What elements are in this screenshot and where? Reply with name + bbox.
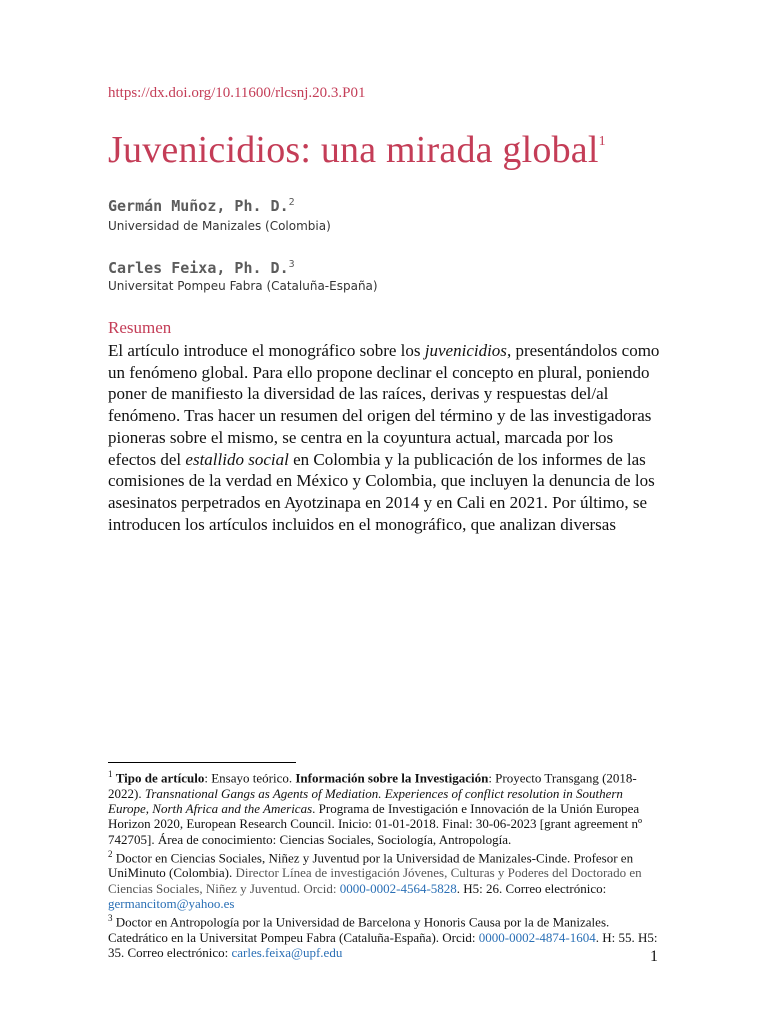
page-number: 1	[650, 948, 658, 965]
footnote-2-text-gray: Director Línea de investigación Jóvenes, Culturas y Poderes del Doctorado en Ciencias Sociales, Niñez y Juventud. Orcid:	[108, 865, 642, 896]
footnote-2-mark: 2	[108, 848, 113, 859]
abstract-paragraph	[108, 340, 664, 535]
abstract-text-2: , presentándolos como un fenómeno global. Para ello propone declinar el concepto en plural, poniendo poner de manifiesto la diversidad de las raíces, derivas y respuestas del/al fenómeno. Tras hacer un resumen del origen del término y de las investigadoras pioneras sobre el mismo, se centra en la coyuntura actual, marcada por los efectos del	[108, 341, 660, 469]
footnote-1-text-1: : Ensayo teórico.	[204, 770, 296, 786]
footnote-1-project-title: Transnational Gangs as Agents of Mediation. Experiences of conflict resolution in Southern Europe, North Africa and the Americas	[108, 785, 623, 816]
footnote-1-text-2: : Proyecto Transgang (2018-2022).	[108, 770, 637, 801]
abstract-text-3: en Colombia y la publicación de los informes de las comisiones de la verdad en México y Colombia, que incluyen la denuncia de los asesinatos perpetrados en Ayotzinapa en 2014 y en Cali en 2021. Por último, se introducen los artículos incluidos en el monográfico, que analizan diversas	[108, 449, 655, 534]
footnote-2-email-link[interactable]: germancitom@yahoo.es	[108, 896, 235, 912]
footnote-1-label-type: Tipo de artículo	[115, 770, 205, 786]
abstract-text-1: El artículo introduce el monográfico sobre los	[108, 341, 425, 360]
footnote-3-orcid-link[interactable]: 0000-0002-4874-1604	[478, 929, 596, 945]
doi-link[interactable]: https://dx.doi.org/10.11600/rlcsnj.20.3.P01	[108, 85, 366, 101]
author-name-1	[108, 197, 295, 215]
footnote-2-text-2: . H5: 26. Correo electrónico:	[456, 880, 607, 896]
footnote-1-label-research: Información sobre la Investigación	[295, 770, 489, 786]
author-2-name-text: Carles Feixa, Ph. D.	[108, 259, 289, 277]
footnote-separator	[108, 762, 296, 763]
author-1-name-text: Germán Muñoz, Ph. D.	[108, 197, 289, 215]
abstract-heading: Resumen	[108, 318, 172, 337]
author-name-2	[108, 259, 295, 277]
author-affiliation-2: Universitat Pompeu Fabra (Cataluña-España)	[108, 279, 378, 293]
author-1-footnote-mark[interactable]: 2	[288, 197, 295, 208]
footnote-3-mark: 3	[108, 913, 113, 924]
footnote-2-orcid-link[interactable]: 0000-0002-4564-5828	[339, 880, 457, 896]
title-text: Juvenicidios: una mirada global	[108, 129, 599, 171]
author-affiliation-1: Universidad de Manizales (Colombia)	[108, 219, 331, 233]
abstract-emphasis-1: juvenicidios	[424, 341, 507, 360]
article-title	[108, 128, 606, 172]
footnote-3-text-1: Doctor en Antropología por la Universidad de Barcelona y Honoris Causa por la de Manizales. Catedrático en la Universitat Pompeu Fabra (Cataluña-España). Orcid:	[108, 914, 610, 945]
title-footnote-mark[interactable]: 1	[598, 134, 606, 149]
footnote-1	[108, 767, 660, 847]
footnote-1-mark: 1	[108, 769, 113, 779]
abstract-emphasis-2: estallido social	[185, 449, 289, 469]
author-2-footnote-mark[interactable]: 3	[288, 259, 295, 270]
footnote-3-email-link[interactable]: carles.feixa@upf.edu	[231, 945, 343, 961]
footnote-3	[108, 911, 660, 960]
footnotes	[108, 767, 660, 961]
footnote-1-text-3: . Programa de Investigación e Innovación de la Unión Europea Horizon 2020, European Research Council. Inicio: 01-01-2018. Final: 30-06-2023 [grant agreement nº 742705]. Área de conocimiento: Ciencias Sociales, Sociología, Antropología.	[108, 800, 643, 847]
footnote-2-text-1: Doctor en Ciencias Sociales, Niñez y Juventud por la Universidad de Manizales-Cinde. Profesor en UniMinuto (Colombia).	[108, 850, 634, 881]
footnote-3-text-2: . H: 55. H5: 35. Correo electrónico:	[108, 929, 658, 961]
footnote-2	[108, 847, 660, 912]
